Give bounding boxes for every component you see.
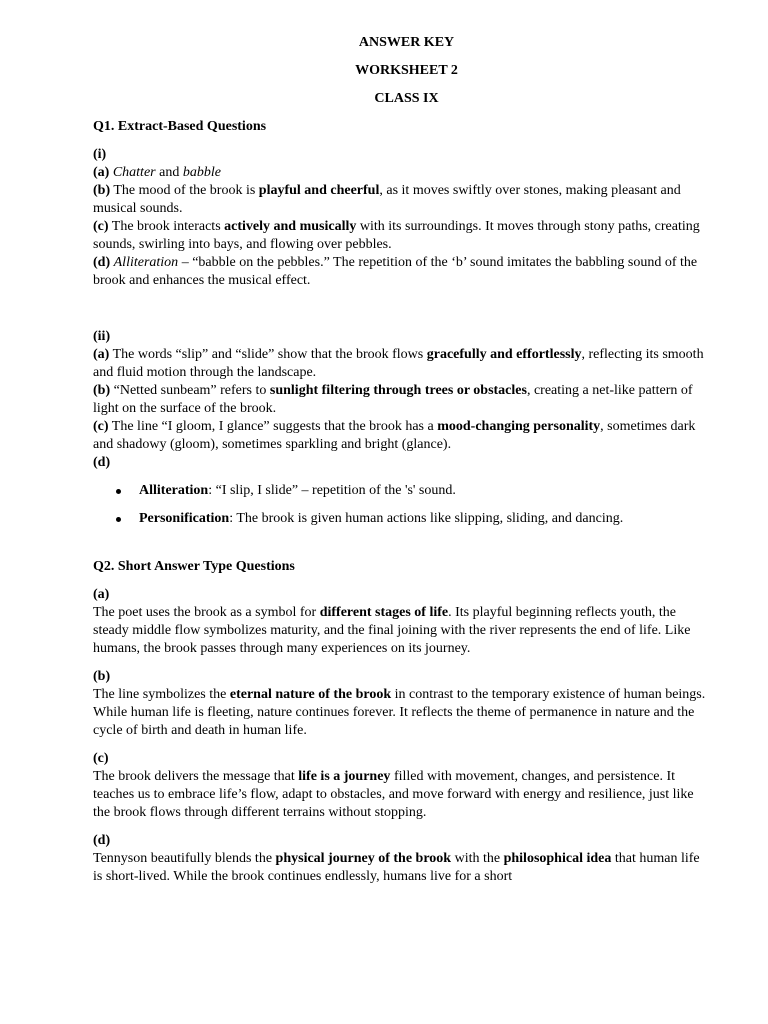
q1-part-i (93, 146, 708, 290)
doc-title-class: CLASS IX (374, 91, 439, 106)
part-i-d: (d) Alliteration – “babble on the pebbles.” The repetition of the ‘b’ sound imitates the babbling sound of the brook and enhances the musical effect. (93, 255, 698, 288)
part-ii-label: (ii) (93, 329, 111, 344)
part-ii-b: (b) “Netted sunbeam” refers to sunlight filtering through trees or obstacles, creating a net-like pattern of light on the surface of the brook. (93, 383, 693, 416)
q2-answer-c: (c) The brook delivers the message that life is a journey filled with movement, changes, and persistence. It teaches us to embrace life’s flow, adapt to obstacles, and move forward with energy and resilience, just like the brook flows through different terrains without stopping. (93, 751, 694, 820)
q2-heading: Q2. Short Answer Type Questions (93, 559, 295, 574)
answer-label: (b) (93, 669, 111, 684)
q1-part-ii (93, 328, 708, 528)
part-ii-a: (a) The words “slip” and “slide” show that the brook flows gracefully and effortlessly, reflecting its smooth and fluid motion through the landscape. (93, 347, 704, 380)
q2-answer-a: (a) The poet uses the brook as a symbol for different stages of life. Its playful beginning reflects youth, the steady middle flow symbolizes maturity, and the final joining with the river represents the end of life. Like humans, the brook passes through many experiences on its journey. (93, 587, 691, 656)
part-i-b: (b) The mood of the brook is playful and cheerful, as it moves swiftly over stones, making pleasant and musical sounds. (93, 183, 681, 216)
part-i-a: (a) Chatter and babble (93, 165, 221, 180)
answer-label: (c) (93, 751, 109, 766)
bullet-icon (116, 517, 121, 522)
doc-title-answer-key: ANSWER KEY (358, 35, 455, 50)
q2-answer-b: (b) The line symbolizes the eternal nature of the brook in contrast to the temporary existence of human beings. While human life is fleeting, nature continues forever. It reflects the theme of permanence in nature and the cycle of birth and death in human life. (93, 669, 706, 738)
doc-title-worksheet: WORKSHEET 2 (355, 63, 458, 78)
q1-heading: Q1. Extract-Based Questions (93, 119, 267, 134)
list-item: Alliteration: “I slip, I slide” – repetition of the 's' sound. (93, 482, 708, 500)
part-i-label: (i) (93, 147, 107, 162)
part-ii-d: (d) (93, 455, 111, 470)
part-ii-c: (c) The line “I gloom, I glance” suggests that the brook has a mood-changing personality, sometimes dark and shadowy (gloom), sometimes sparkling and bright (glance). (93, 419, 696, 452)
answer-label: (a) (93, 587, 110, 602)
figures-of-speech-list (93, 482, 708, 528)
answer-label: (d) (93, 833, 111, 848)
list-item: Personification: The brook is given human actions like slipping, sliding, and dancing. (93, 510, 708, 528)
q2-answer-d: (d) Tennyson beautifully blends the physical journey of the brook with the philosophical idea that human life is short-lived. While the brook continues endlessly, humans live for a short (93, 833, 700, 884)
bullet-icon (116, 489, 121, 494)
part-i-c: (c) The brook interacts actively and musically with its surroundings. It moves through stony paths, creating sounds, swirling into bays, and flowing over pebbles. (93, 219, 700, 252)
